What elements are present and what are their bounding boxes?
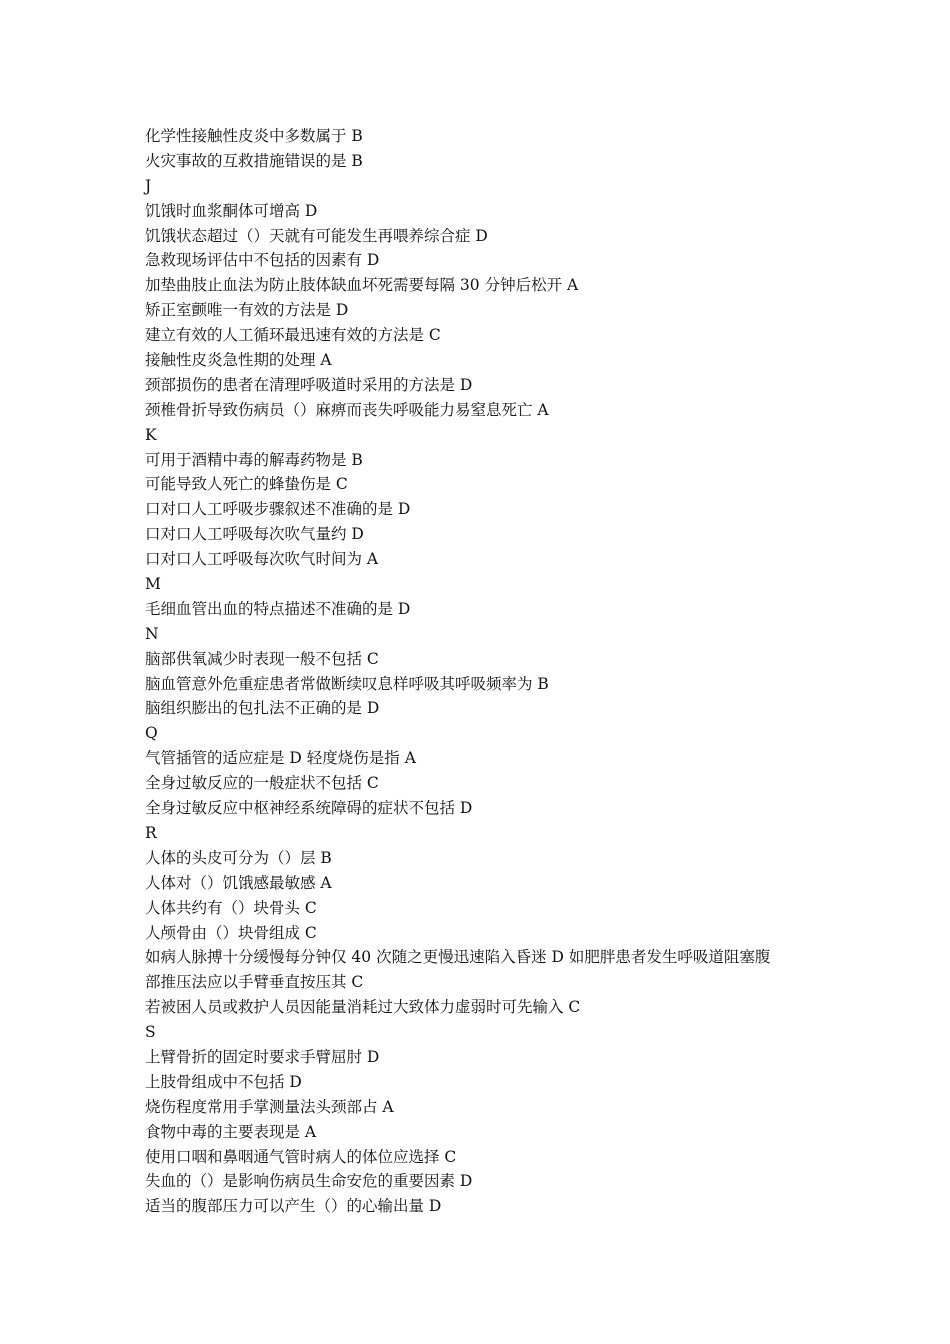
- text-line: 颈椎骨折导致伤病员（）麻痹而丧失呼吸能力易窒息死亡 A: [145, 400, 549, 419]
- text-line: 烧伤程度常用手掌测量法头颈部占 A: [145, 1097, 394, 1116]
- section-letter: N: [145, 624, 159, 643]
- text-line: 部推压法应以手臂垂直按压其 C: [145, 973, 364, 992]
- text-line: 接触性皮炎急性期的处理 A: [145, 351, 332, 370]
- section-letter: M: [145, 575, 161, 594]
- text-line: 可用于酒精中毒的解毒药物是 B: [145, 450, 363, 469]
- text-line: 全身过敏反应的一般症状不包括 C: [145, 774, 379, 793]
- text-line: 口对口人工呼吸每次吹气时间为 A: [145, 550, 379, 569]
- text-line: 饥饿时血浆酮体可增高 D: [145, 201, 318, 220]
- text-line: 饥饿状态超过（）天就有可能发生再喂养综合症 D: [145, 226, 488, 245]
- text-line: 使用口咽和鼻咽通气管时病人的体位应选择 C: [145, 1147, 457, 1166]
- text-line: 上肢骨组成中不包括 D: [145, 1072, 302, 1091]
- text-line: 脑血管意外危重症患者常做断续叹息样呼吸其呼吸频率为 B: [145, 674, 549, 693]
- text-line: 气管插管的适应症是 D 轻度烧伤是指 A: [145, 749, 416, 768]
- text-line: 若被困人员或救护人员因能量消耗过大致体力虚弱时可先输入 C: [145, 998, 581, 1017]
- text-line: 急救现场评估中不包括的因素有 D: [145, 251, 380, 270]
- text-line: 适当的腹部压力可以产生（）的心输出量 D: [145, 1197, 442, 1216]
- text-line: 脑组织膨出的包扎法不正确的是 D: [145, 699, 380, 718]
- section-letter: K: [145, 425, 157, 444]
- text-line: 可能导致人死亡的蜂蛰伤是 C: [145, 475, 348, 494]
- text-line: 人体的头皮可分为（）层 B: [145, 848, 332, 867]
- text-line: 如病人脉搏十分缓慢每分钟仅 40 次随之更慢迅速陷入昏迷 D 如肥胖患者发生呼吸道阻塞腹: [145, 948, 771, 967]
- text-line: 人颅骨由（）块骨组成 C: [145, 923, 317, 942]
- text-line: 加垫曲肢止血法为防止肢体缺血坏死需要每隔 30 分钟后松开 A: [145, 276, 579, 295]
- text-line: 建立有效的人工循环最迅速有效的方法是 C: [145, 326, 441, 345]
- text-line: 失血的（）是影响伤病员生命安危的重要因素 D: [145, 1172, 473, 1191]
- section-letter: S: [145, 1023, 156, 1042]
- text-line: 上臂骨折的固定时要求手臂屈肘 D: [145, 1047, 380, 1066]
- text-line: 毛细血管出血的特点描述不准确的是 D: [145, 599, 411, 618]
- section-letter: Q: [145, 724, 158, 743]
- text-line: 人体对（）饥饿感最敏感 A: [145, 873, 332, 892]
- text-line: 口对口人工呼吸每次吹气量约 D: [145, 525, 364, 544]
- text-line: 化学性接触性皮炎中多数属于 B: [145, 127, 363, 145]
- document-body: [145, 124, 825, 1219]
- text-line: 全身过敏反应中枢神经系统障碍的症状不包括 D: [145, 799, 473, 818]
- section-letter: J: [145, 176, 152, 195]
- text-line: 人体共约有（）块骨头 C: [145, 898, 317, 917]
- text-line: 口对口人工呼吸步骤叙述不准确的是 D: [145, 500, 411, 519]
- text-line: 火灾事故的互救措施错误的是 B: [145, 151, 363, 170]
- section-letter: R: [145, 823, 157, 842]
- text-line: 矫正室颤唯一有效的方法是 D: [145, 301, 349, 320]
- text-line: 脑部供氧减少时表现一般不包括 C: [145, 649, 379, 668]
- text-line: 颈部损伤的患者在清理呼吸道时采用的方法是 D: [145, 375, 473, 394]
- text-line: 食物中毒的主要表现是 A: [145, 1122, 317, 1141]
